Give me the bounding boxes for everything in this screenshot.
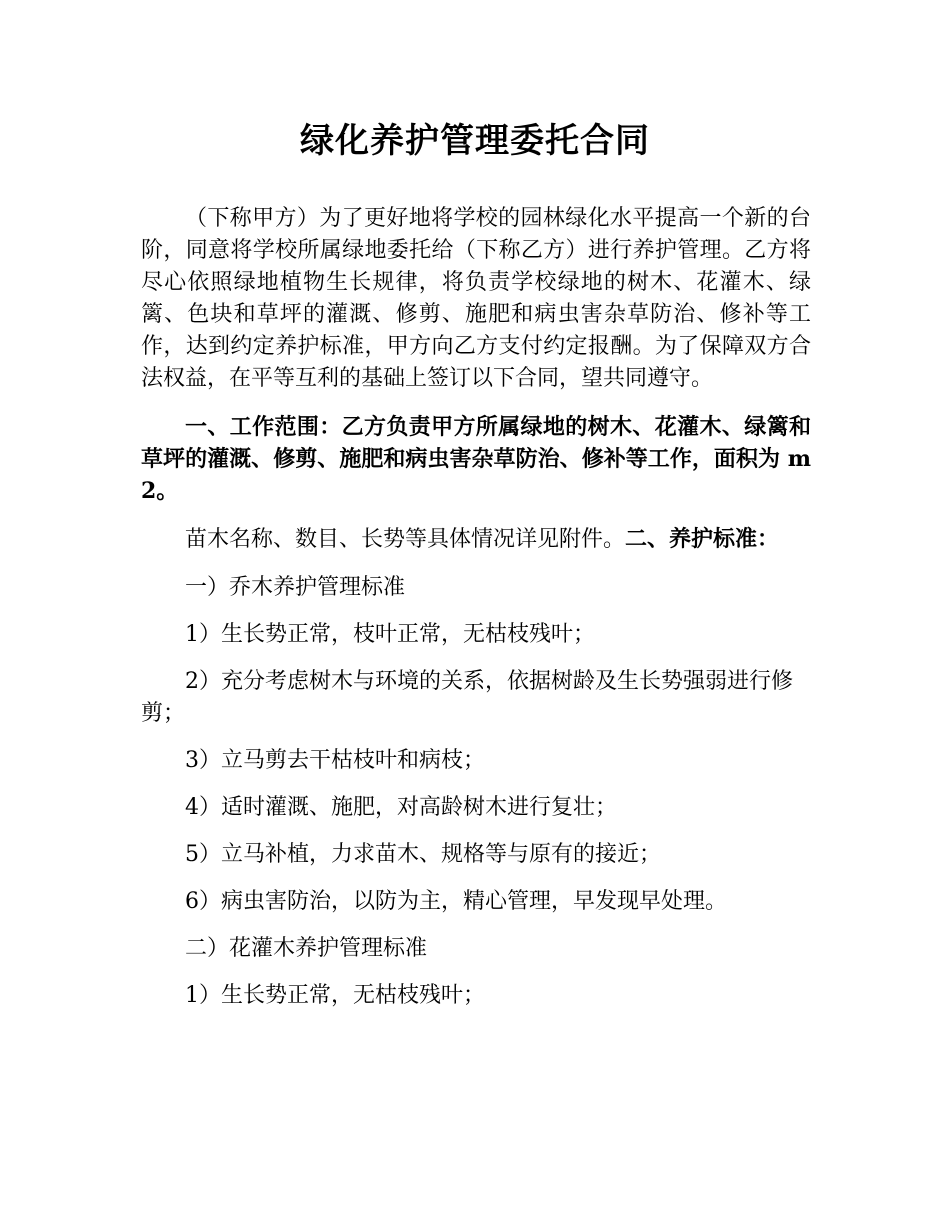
intro-paragraph: （下称甲方）为了更好地将学校的园林绿化水平提高一个新的台阶，同意将学校所属绿地委托给（下称乙方）进行养护管理。乙方将尽心依照绿地植物生长规律，将负责学校绿地的树木、花灌木、绿篱、色块和草坪的灌溉、修剪、施肥和病虫害杂草防治、修补等工作，达到约定养护标准，甲方向乙方支付约定报酬。为了保障双方合法权益，在平等互利的基础上签订以下合同，望共同遵守。: [141, 206, 811, 391]
list-item: 4）适时灌溉、施肥，对高龄树木进行复壮；: [185, 795, 617, 820]
document-body: [141, 203, 811, 1027]
list-item: 5）立马补植，力求苗木、规格等与原有的接近；: [185, 842, 661, 867]
subsection-tree-heading: 一）乔木养护管理标准: [185, 575, 406, 600]
attachment-paragraph: [141, 523, 811, 556]
list-item: 3）立马剪去干枯枝叶和病枝；: [185, 748, 485, 773]
subsection-shrub-heading: 二）花灌木养护管理标准: [185, 936, 428, 961]
list-item: 2）充分考虑树木与环境的关系，依据树龄及生长势强弱进行修剪；: [141, 669, 793, 726]
list-item: 1）生长势正常，无枯枝残叶；: [185, 983, 485, 1008]
list-item: 1）生长势正常，枝叶正常，无枯枝残叶；: [185, 622, 595, 647]
section-work-scope: 一、工作范围：乙方负责甲方所属绿地的树木、花灌木、绿篱和草坪的灌溉、修剪、施肥和病虫害杂草防治、修补等工作，面积为 m2。: [141, 414, 811, 504]
document-title: 绿化养护管理委托合同: [300, 121, 650, 161]
section-maintenance-standard-heading: 二、养护标准：: [625, 526, 780, 552]
list-item: 6）病虫害防治，以防为主，精心管理，早发现早处理。: [185, 889, 727, 914]
attachment-note: 苗木名称、数目、长势等具体情况详见附件。: [185, 527, 626, 552]
